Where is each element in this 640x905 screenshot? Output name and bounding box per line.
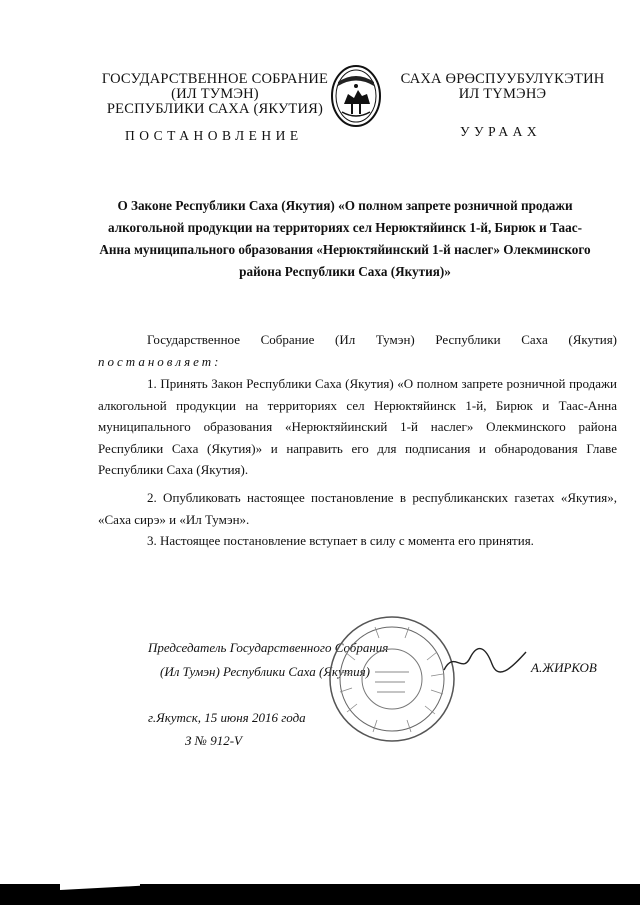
header-right <box>395 72 610 102</box>
document-title: О Законе Республики Саха (Якутия) «О полном запрете розничной продажи алкогольной продукции на территориях сел Нерюктяйинск 1-й, Бирюк и Таас-Анна муниципального образования «Нерюктяйинский 1-й наслег» Олекминского района Республики Саха (Якутия)» <box>99 198 591 279</box>
item-1: 1. Принять Закон Республики Саха (Якутия) «О полном запрете розничной продажи алкогольной продукции на территориях сел Нерюктяйинск 1-й, Бирюк и Таас-Анна муниципального образования «Нерюктяйинский 1-й наслег» Олекминского района Республики Саха (Якутия)» и направить его для подписания и обнародования Главе Республики Саха (Якутия). <box>98 376 617 477</box>
item-2: 2. Опубликовать настоящее постановление в республиканских газетах «Якутия», «Саха сирэ» и «Ил Тумэн». <box>98 490 617 527</box>
place-date: г.Якутск, 15 июня 2016 года <box>148 710 306 725</box>
document-number: З № 912-V <box>185 733 242 748</box>
signer-position-line1: Председатель Государственного Собрания <box>148 640 389 655</box>
header-right-line1: САХА ӨРӨСПУУБУЛҮКЭТИН <box>400 71 605 87</box>
header-left-line3: РЕСПУБЛИКИ САХА (ЯКУТИЯ) <box>106 101 324 117</box>
header-right-line2: ИЛ ТҮМЭНЭ <box>458 86 547 102</box>
doc-type-sakha: УУРААХ <box>460 124 542 139</box>
signature-scribble-icon <box>440 640 530 680</box>
decree-word: постановляет: <box>98 353 222 369</box>
doc-type-ru: ПОСТАНОВЛЕНИЕ <box>125 128 303 143</box>
header-left-line2: (ИЛ ТУМЭН) <box>171 86 259 102</box>
header-left <box>100 72 330 117</box>
signer-name: А.ЖИРКОВ <box>531 660 597 675</box>
scan-bottom-edge <box>0 884 640 905</box>
intro-paragraph <box>98 329 617 372</box>
header-left-line1: ГОСУДАРСТВЕННОЕ СОБРАНИЕ <box>101 71 329 87</box>
item-3: 3. Настоящее постановление вступает в силу с момента его принятия. <box>147 533 534 548</box>
signer-position-line2: (Ил Тумэн) Республики Саха (Якутия) <box>160 664 370 679</box>
intro-text: Государственное Собрание (Ил Тумэн) Республики Саха (Якутия) <box>147 332 617 347</box>
coat-of-arms-icon <box>330 64 382 128</box>
